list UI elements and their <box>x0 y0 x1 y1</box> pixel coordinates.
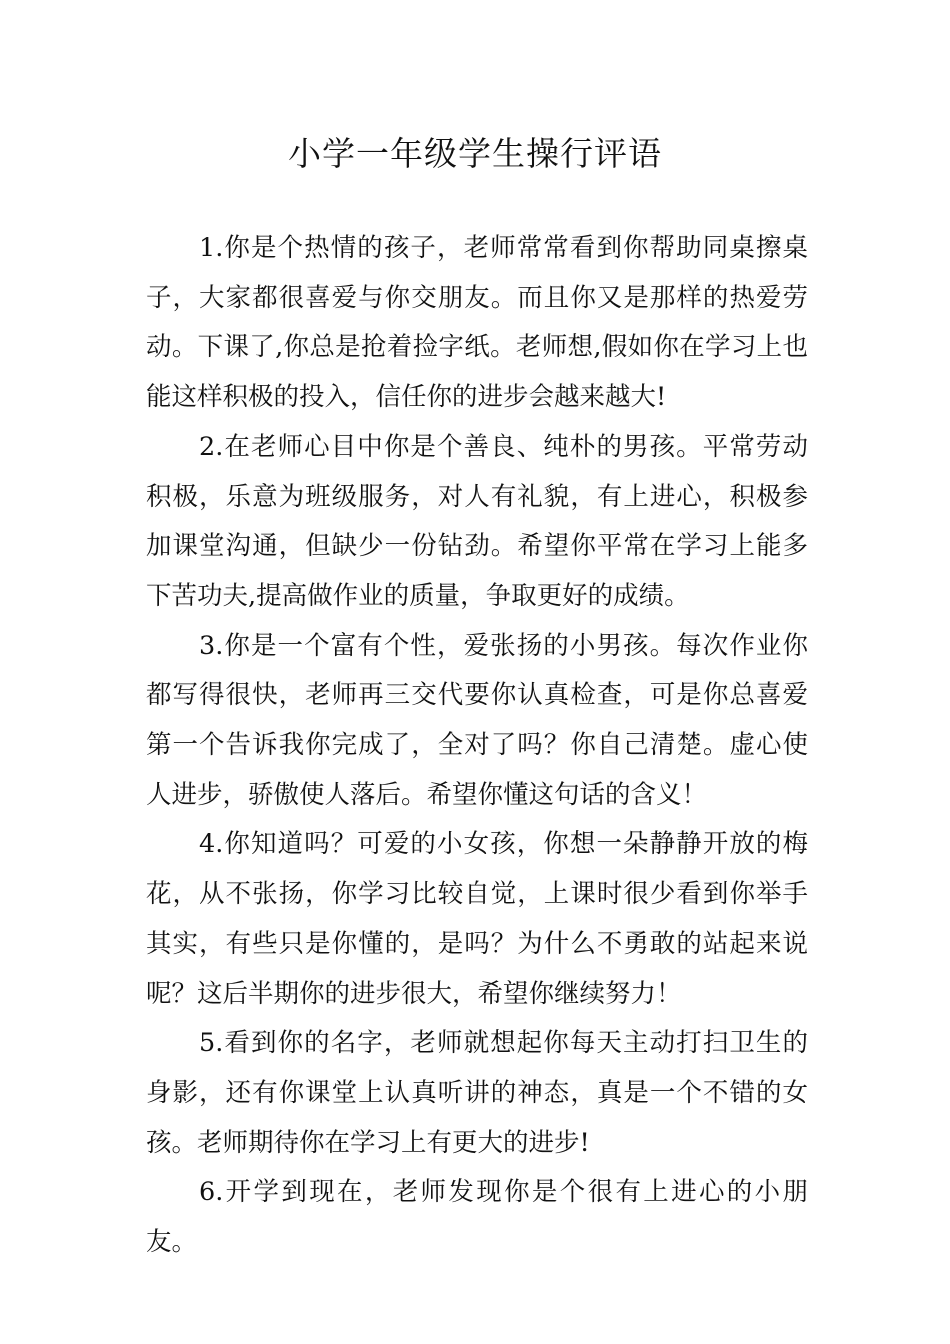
comment-paragraph-4: 4.你知道吗？可爱的小女孩，你想一朵静静开放的梅花，从不张扬，你学习比较自觉，上课时很少看到你举手其实，有些只是你懂的，是吗？为什么不勇敢的站起来说呢？这后半期你的进步很大，希望你继续努力！ <box>146 829 808 1009</box>
document-body <box>146 224 808 1268</box>
comment-paragraph-5: 5.看到你的名字，老师就想起你每天主动打扫卫生的身影，还有你课堂上认真听讲的神态，真是一个不错的女孩。老师期待你在学习上有更大的进步! <box>146 1028 808 1158</box>
comment-paragraph-3: 3.你是一个富有个性，爱张扬的小男孩。每次作业你都写得很快，老师再三交代要你认真检查，可是你总喜爱第一个告诉我你完成了，全对了吗？你自己清楚。虚心使人进步，骄傲使人落后。希望你懂这句话的含义！ <box>146 630 808 810</box>
comment-paragraph-1: 1.你是个热情的孩子，老师常常看到你帮助同桌擦桌子，大家都很喜爱与你交朋友。而且你又是那样的热爱劳动。下课了,你总是抢着捡字纸。老师想,假如你在学习上也能这样积极的投入，信任你的进步会越来越大! <box>146 233 808 413</box>
comment-paragraph-6: 6.开学到现在，老师发现你是个很有上进心的小朋友。 <box>146 1177 808 1258</box>
comment-paragraph-2: 2.在老师心目中你是个善良、纯朴的男孩。平常劳动积极，乐意为班级服务，对人有礼貌，有上进心，积极参加课堂沟通，但缺少一份钻劲。希望你平常在学习上能多下苦功夫,提高做作业的质量，争取更好的成绩。 <box>146 431 808 611</box>
document-title: 小学一年级学生操行评语 <box>288 134 662 173</box>
